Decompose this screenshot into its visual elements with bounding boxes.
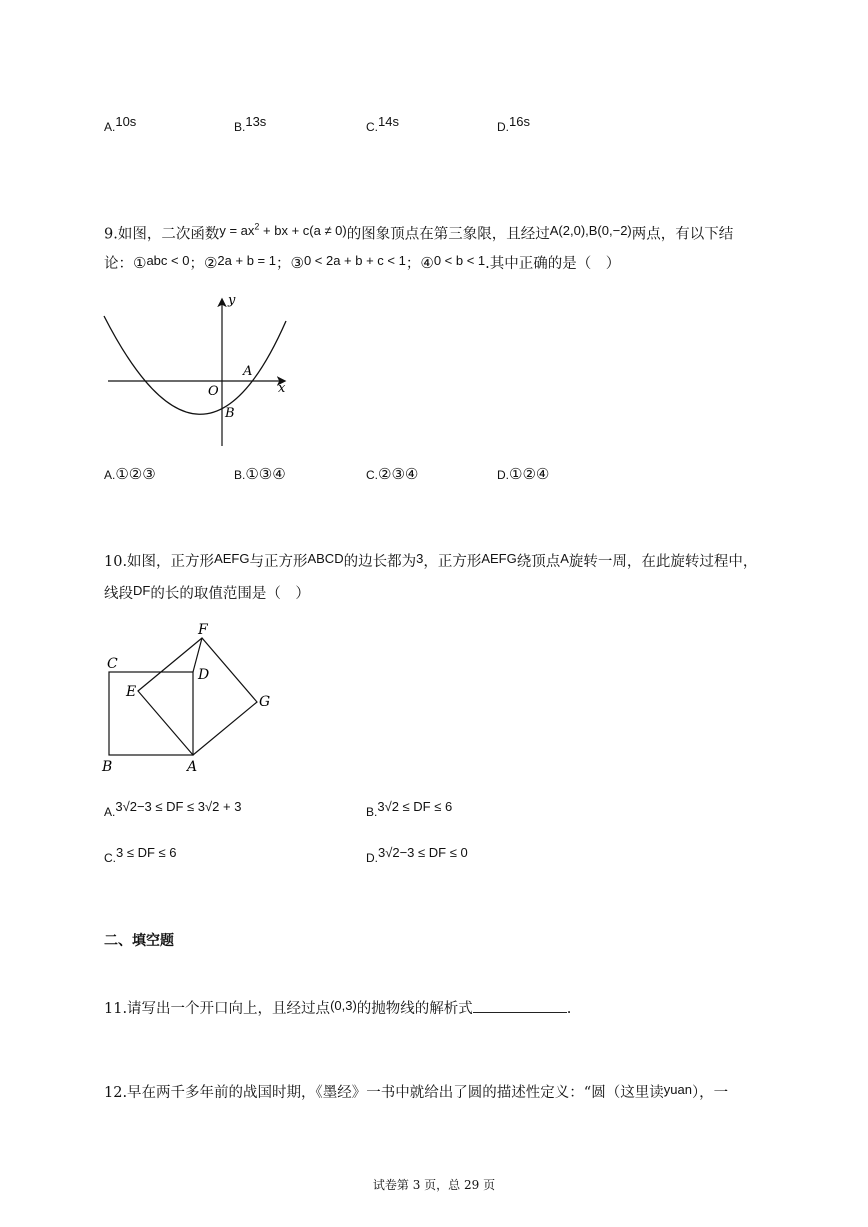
q9-text: 的图象顶点在第三象限，且经过 — [346, 226, 550, 243]
option-value: ①②③ — [115, 465, 156, 483]
q10-text: 的边长都为 — [343, 554, 417, 570]
q9-option-b — [234, 465, 286, 483]
label-e: E — [126, 684, 137, 700]
option-value: 14s — [378, 114, 399, 129]
q10-text: 旋转一周，在此旋转过程中， — [568, 554, 758, 570]
square-name: AEFG — [481, 551, 517, 566]
q8-option-a — [104, 114, 137, 134]
q12-text: 12.早在两千多年前的战国时期，《墨经》一书中就给出了圆的描述性定义：“圆（这里读 — [104, 1085, 664, 1101]
q11-point: (0,3) — [330, 998, 357, 1013]
option-label: A. — [104, 120, 116, 134]
x-axis-label: x — [278, 381, 286, 396]
circled-one-icon: ① — [133, 254, 147, 272]
page-footer: 试卷第 3 页，总 29 页 — [372, 1178, 496, 1192]
option-value: 13s — [245, 114, 267, 129]
option-value: 3√2−3 ≤ DF ≤ 0 — [378, 845, 468, 860]
circled-two-icon: ② — [203, 254, 218, 272]
separator: ； — [275, 256, 291, 272]
q9-text: 两点，有以下结 — [631, 226, 734, 243]
squares-figure — [98, 618, 288, 778]
separator: ； — [405, 256, 421, 272]
q10-option-d — [366, 845, 468, 865]
q10-line2 — [104, 584, 310, 604]
section-title: 二、填空题 — [104, 933, 174, 949]
q9-line2 — [104, 253, 620, 274]
q10-text: ，正方形 — [423, 554, 482, 570]
q10-text: 10.如图，正方形 — [104, 554, 215, 570]
option-value: ②③④ — [378, 465, 419, 483]
q9-points: A(2,0),B(0,−2) — [549, 223, 632, 239]
option-label: C. — [366, 468, 378, 482]
func-main: y = ax — [219, 223, 255, 239]
vertex-name: A — [560, 551, 569, 566]
q9-function — [219, 223, 346, 238]
option-label: D. — [497, 120, 509, 134]
q8-option-c — [366, 114, 399, 134]
label-c: C — [107, 656, 118, 672]
y-axis-label: y — [228, 293, 236, 308]
option-label: B. — [234, 468, 246, 482]
q11-text: 的抛物线的解析式 — [356, 1001, 473, 1017]
statement-2: 2a + b = 1 — [217, 253, 276, 268]
q11-end: . — [566, 1001, 572, 1017]
q9-option-c — [366, 465, 418, 483]
origin-label: O — [208, 384, 219, 399]
segment-name: DF — [133, 583, 151, 598]
side-length: 3 — [416, 551, 424, 566]
statement-3: 0 < 2a + b + c < 1 — [303, 253, 406, 268]
option-label: D. — [366, 851, 378, 865]
option-label: B. — [366, 805, 378, 819]
square-name: AEFG — [214, 551, 250, 566]
q11-line — [104, 998, 571, 1019]
statement-1: abc < 0 — [146, 253, 190, 268]
square-abcd — [109, 672, 193, 755]
point-b-label: B — [225, 406, 235, 421]
option-value: ①③④ — [245, 465, 286, 483]
q9-text: 9.如图，二次函数 — [104, 226, 220, 243]
q9-text: 论： — [104, 256, 133, 272]
option-value: 10s — [115, 114, 137, 129]
parabola-graph — [96, 292, 296, 452]
q11-text: 11.请写出一个开口向上，且经过点 — [104, 1001, 331, 1017]
label-f: F — [198, 622, 208, 638]
option-label: A. — [104, 468, 116, 482]
label-g: G — [259, 694, 271, 710]
parabola-curve — [104, 316, 286, 414]
option-value: ①②④ — [509, 465, 550, 483]
func-rest: + bx + c(a ≠ 0) — [259, 223, 347, 239]
q10-option-b — [366, 799, 453, 819]
label-a: A — [187, 759, 198, 775]
q9-line1 — [104, 220, 733, 244]
q12-line — [104, 1083, 728, 1103]
q10-option-a — [104, 799, 242, 819]
circled-three-icon: ③ — [290, 254, 304, 272]
q10-text: 与正方形 — [249, 554, 308, 570]
option-value: 16s — [509, 114, 530, 129]
q10-option-c — [104, 845, 177, 865]
separator: ； — [189, 256, 204, 272]
answer-blank[interactable] — [473, 998, 567, 1013]
q9-option-d — [497, 465, 549, 483]
option-label: C. — [366, 120, 378, 134]
q10-line1 — [104, 552, 757, 572]
label-d: D — [198, 667, 210, 683]
q9-option-a — [104, 465, 156, 483]
func-exponent: 2 — [254, 222, 260, 232]
statement-4: 0 < b < 1 — [433, 253, 486, 268]
q8-option-d — [497, 114, 530, 134]
q8-option-b — [234, 114, 267, 134]
option-label: B. — [234, 120, 246, 134]
circled-four-icon: ④ — [420, 254, 434, 272]
q12-text: ），一 — [691, 1085, 729, 1101]
option-label: A. — [104, 805, 116, 819]
option-label: D. — [497, 468, 509, 482]
q9-text: .其中正确的是（ ） — [485, 256, 621, 272]
option-label: C. — [104, 851, 116, 865]
q10-text: 绕顶点 — [516, 554, 561, 570]
point-a-label: A — [243, 364, 253, 379]
q10-text: 线段 — [104, 586, 133, 602]
q10-text: 的长的取值范围是（ ） — [150, 586, 310, 602]
q12-pinyin: yuan — [663, 1082, 692, 1097]
square-name: ABCD — [307, 551, 344, 566]
option-value: 3 ≤ DF ≤ 6 — [116, 845, 177, 860]
option-value: 3√2−3 ≤ DF ≤ 3√2 + 3 — [115, 799, 242, 814]
option-value: 3√2 ≤ DF ≤ 6 — [377, 799, 453, 814]
label-b: B — [102, 759, 113, 775]
